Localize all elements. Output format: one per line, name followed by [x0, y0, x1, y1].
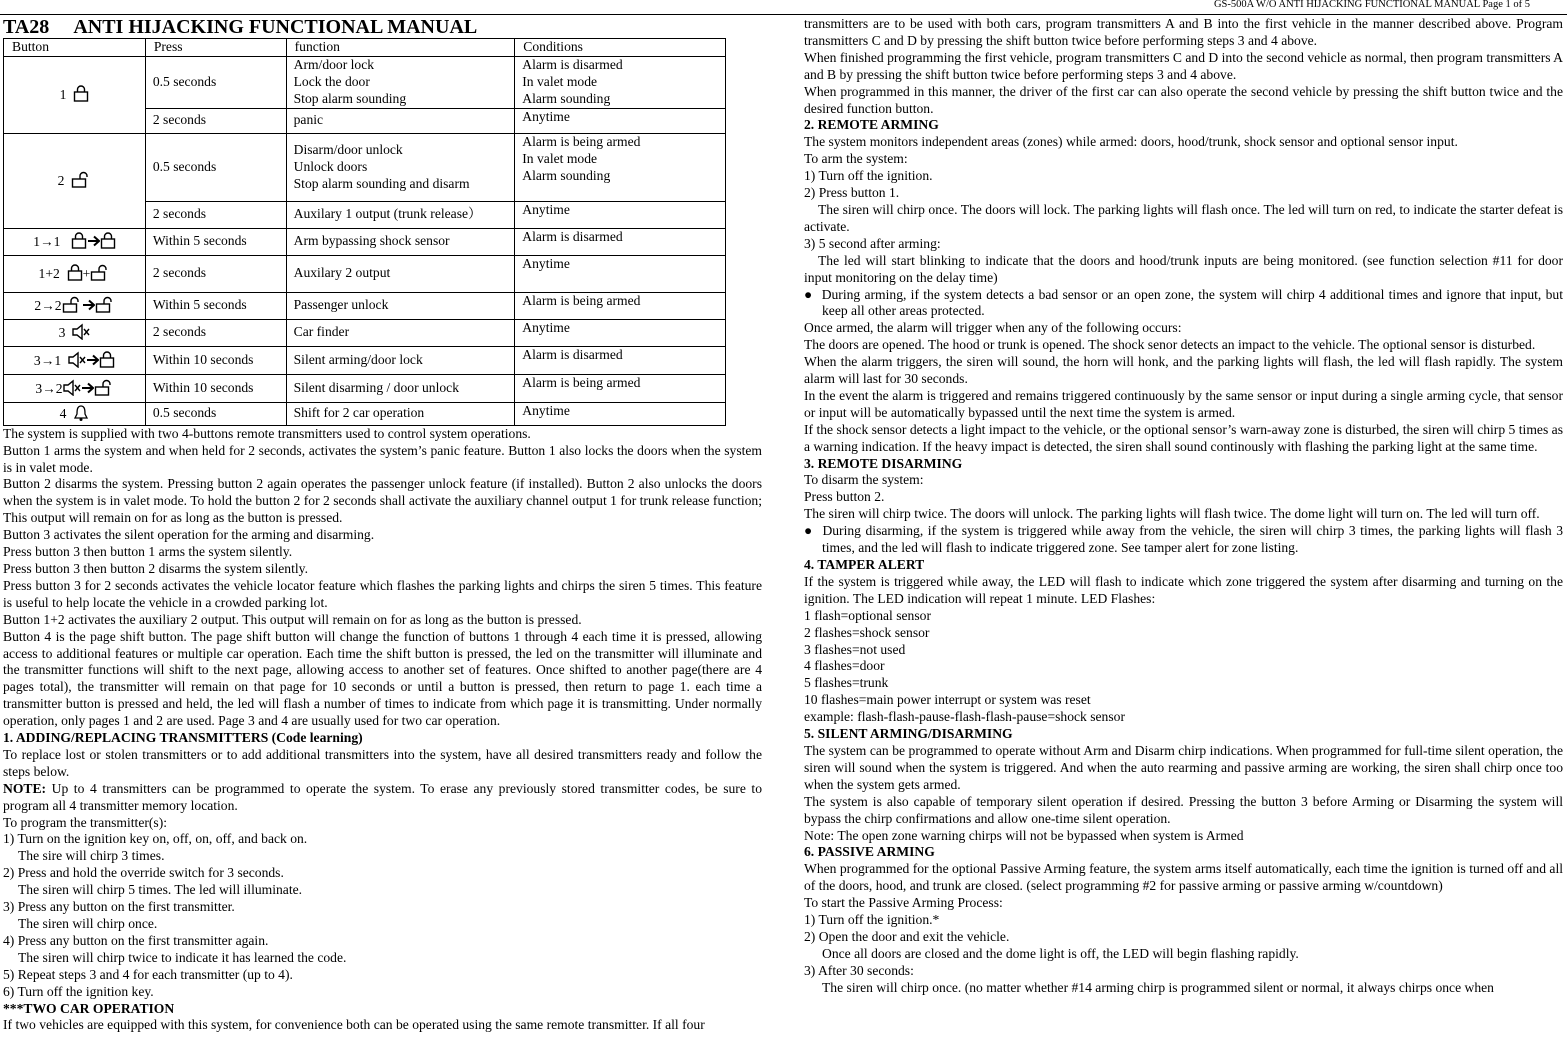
table-row: [4, 255, 726, 292]
document-title: [3, 16, 762, 38]
button-combo: 3→1: [33, 352, 62, 368]
function-cell: panic: [286, 108, 515, 133]
press-cell: 0.5 seconds: [145, 402, 286, 425]
step-detail: The sire will chirp 3 times.: [18, 848, 165, 864]
button-cell: [4, 374, 146, 402]
conditions-cell: Anytime: [515, 108, 726, 133]
page-header-text: GS-500A W/O ANTI HIJACKING FUNCTIONAL MANUAL Page 1 of 5: [1213, 0, 1530, 10]
flash-code: 5 flashes=trunk: [804, 675, 889, 691]
section-heading: 2. REMOTE ARMING: [804, 117, 939, 133]
press-cell: 2 seconds: [145, 319, 286, 346]
press-cell: Within 5 seconds: [145, 292, 286, 319]
table-header: function: [286, 39, 515, 57]
press-cell: 0.5 seconds: [145, 133, 286, 201]
unlock-icon: [90, 264, 110, 281]
bullet-item: [804, 523, 1563, 557]
paragraph: If the shock sensor detects a light impact to the vehicle, or the optional sensor’s warn-away zone is disturbed, the siren will chirp 5 times as a warning indication. If the heavy impact is detected, the siren shall sound continously with flashing the parking light at the same time.: [804, 421, 1563, 454]
paragraph: The system is supplied with two 4-buttons remote transmitters used to control system operations.: [3, 425, 531, 441]
function-line: Arm/door lock: [293, 57, 375, 72]
bullet-text: During disarming, if the system is triggered while away from the vehicle, the siren will chirp 3 times, the parking lights will flash 3 times, and the led will flash to indicate triggered zone. See tamper alert for zone listing.: [822, 523, 1563, 556]
flash-code: example: flash-flash-pause-flash-flash-pause=shock sensor: [804, 709, 1125, 725]
paragraph: transmitters are to be used with both cars, program transmitters A and B into the first vehicle in the manner described above. Program transmitters C and D by pressing the shift button twice before performing steps 3 and 4 above.: [804, 16, 1563, 48]
conditions-cell: Anytime: [515, 201, 726, 228]
section-heading: ***TWO CAR OPERATION: [3, 1000, 175, 1016]
paragraph: If two vehicles are equipped with this system, for convenience both can be operated using the same remote transmitter. If all four: [3, 1017, 705, 1033]
step: 1) Turn on the ignition key on, off, on, off, and back on.: [3, 831, 308, 847]
paragraph: Button 2 disarms the system. Pressing button 2 again operates the passenger unlock feature (if installed). Button 2 also unlocks the doors when the system is in valet mode. To hold the button 2 for 2 seconds shall activate the auxiliary channel output 1 for trunk release function; This output will remain on for as long as the button is pressed.: [3, 476, 762, 526]
paragraph: The siren will chirp twice. The doors will unlock. The parking lights will flash twice. The dome light will turn on. The led will turn off.: [804, 506, 1540, 522]
paragraph: To start the Passive Arming Process:: [804, 895, 1003, 911]
paragraph: To disarm the system:: [804, 472, 924, 488]
button-cell: [4, 402, 146, 425]
conditions-cell: [515, 57, 726, 109]
paragraph: When programmed for the optional Passive Arming feature, the system arms itself automatically, each time the ignition is turned off and all of the doors, hood, and trunk are closed. (select programming #2 for passive arming or passive arming w/countdown): [804, 861, 1563, 894]
lock-icon: [100, 232, 116, 249]
button-cell: [4, 346, 146, 374]
press-cell: Within 10 seconds: [145, 346, 286, 374]
mute-icon: [68, 351, 86, 368]
step: 3) Press any button on the first transmitter.: [3, 899, 235, 915]
conditions-cell: Anytime: [515, 402, 726, 425]
table-row: [4, 374, 726, 402]
left-column: [3, 16, 762, 1034]
step-detail: The siren will chirp 5 times. The led will illuminate.: [18, 882, 303, 898]
function-cell: Silent arming/door lock: [286, 346, 515, 374]
bullet-icon: ●: [804, 523, 823, 539]
condition-line: Alarm sounding: [522, 90, 611, 106]
paragraph: Button 4 is the page shift button. The page shift button will change the function of buttons 1 through 4 each time it is pressed, allowing access to additional features or multiple car operation. Each time the shift button is pressed, the led on the transmitter will illuminate and the transmitter functions will shift to the next page, allowing access to another set of features. Once shifted to another page(there are 4 pages total), the transmitter will remain on that page for 10 seconds or until a button is pressed, then return to page 1. each time a transmitter button is pressed and held, the led will flash a number of times to indicate from which page it is transmitting. Under normally operation, only pages 1 and 2 are used. Page 3 and 4 are usually used for two car operation.: [3, 628, 762, 729]
press-cell: 2 seconds: [145, 201, 286, 228]
bullet-item: [804, 287, 1563, 321]
paragraph: Press button 2.: [804, 489, 885, 505]
bullet-icon: ●: [804, 286, 822, 302]
button-combo: 2→2: [34, 298, 62, 314]
title-text: ANTI HIJACKING FUNCTIONAL MANUAL: [73, 16, 478, 38]
conditions-cell: Alarm is being armed: [515, 374, 726, 402]
table-row: [4, 402, 726, 425]
function-line: Stop alarm sounding and disarm: [293, 175, 470, 191]
note-label: NOTE:: [3, 780, 47, 796]
step-detail: The led will start blinking to indicate that the doors and hood/trunk inputs are being monitored. (see function selection #11 for door input monitoring on the delay time): [804, 252, 1563, 285]
paragraph: Button 1+2 activates the auxiliary 2 output. This output will remain on for as long as the button is pressed.: [3, 611, 582, 627]
paragraph: Button 3 activates the silent operation for the arming and disarming.: [3, 527, 375, 543]
unlock-icon: [62, 296, 82, 313]
condition-line: In valet mode: [522, 150, 598, 166]
section-heading: 6. PASSIVE ARMING: [804, 844, 935, 860]
paragraph: The doors are opened. The hood or trunk is opened. The shock senor detects an impact to the vehicle. The optional sensor is disturbed.: [804, 337, 1536, 353]
function-cell: Silent disarming / door unlock: [286, 374, 515, 402]
flash-code: 2 flashes=shock sensor: [804, 624, 930, 640]
unlock-icon: [95, 296, 115, 313]
button-cell: [4, 292, 146, 319]
press-cell: 0.5 seconds: [145, 57, 286, 109]
unlock-icon: [94, 379, 114, 396]
paragraph: Press button 3 then button 1 arms the system silently.: [3, 544, 293, 560]
paragraph: The system monitors independent areas (zones) while armed: doors, hood/trunk, shock sensor and optional sensor input.: [804, 134, 1458, 150]
press-cell: Within 5 seconds: [145, 228, 286, 255]
flash-code: 10 flashes=main power interrupt or system was reset: [804, 692, 1091, 708]
step-detail: The siren will chirp twice to indicate it has learned the code.: [18, 949, 347, 965]
function-cell: Arm bypassing shock sensor: [286, 228, 515, 255]
condition-line: In valet mode: [522, 73, 598, 89]
step: 2) Press button 1.: [804, 185, 900, 201]
button-number: 2: [57, 173, 65, 189]
press-cell: Within 10 seconds: [145, 374, 286, 402]
paragraph: Press button 3 for 2 seconds activates the vehicle locator feature which flashes the parking lights and chirps the siren 5 times. This feature is useful to help locate the vehicle in a crowded parking lot.: [3, 577, 762, 610]
function-line: Stop alarm sounding: [293, 90, 407, 106]
paragraph: To program the transmitter(s):: [3, 814, 168, 830]
step: 1) Turn off the ignition.: [804, 168, 933, 184]
step-detail: The siren will chirp once.: [18, 916, 158, 931]
button-cell: [4, 228, 146, 255]
table-row: [4, 57, 726, 109]
note-paragraph: [3, 781, 762, 815]
title-code: TA28: [3, 16, 50, 38]
unlock-icon: [71, 171, 91, 188]
note-text: Up to 4 transmitters can be programmed to operate the system. To erase any previously stored transmitter codes, be sure to program all 4 transmitter memory location.: [3, 780, 762, 813]
right-column: [804, 16, 1563, 997]
section-heading: 4. TAMPER ALERT: [804, 557, 925, 572]
condition-line: Alarm sounding: [522, 167, 611, 183]
button-combo: 1→1: [33, 234, 61, 250]
lock-icon: [73, 85, 89, 102]
mute-icon: [72, 323, 90, 340]
button-number: 4: [59, 406, 67, 422]
paragraph: The system is also capable of temporary silent operation if desired. Pressing the button 3 before Arming or Disarming the system will bypass the chirp confirmations and allow one-time silent operation.: [804, 793, 1563, 826]
section-heading: 1. ADDING/REPLACING TRANSMITTERS (Code learning): [3, 730, 363, 746]
table-row: [4, 228, 726, 255]
conditions-cell: Anytime: [515, 255, 726, 292]
button-combo: 1+2: [38, 266, 60, 282]
table-row: [4, 133, 726, 201]
conditions-cell: Alarm is disarmed: [515, 228, 726, 255]
paragraph: If the system is triggered while away, the LED will flash to indicate which zone triggered the system after disarming and turning on the ignition. The LED indication will repeat 1 minute. LED Flashes:: [804, 573, 1563, 606]
button-combo: 3→2: [35, 380, 63, 396]
function-cell: Auxilary 1 output (trunk release）: [286, 201, 515, 228]
step: 6) Turn off the ignition key.: [3, 983, 154, 999]
step: 4) Press any button on the first transmitter again.: [3, 932, 269, 948]
table-row: [4, 319, 726, 346]
step: 2) Press and hold the override switch for 3 seconds.: [3, 865, 284, 881]
step: 3) 5 second after arming:: [804, 235, 941, 251]
table-header: Press: [145, 39, 286, 57]
paragraph: In the event the alarm is triggered and remains triggered continuously by the same sensor or input during a single arming cycle, that sensor or input will be automatically bypassed until the next time the system is armed.: [804, 387, 1563, 420]
table-row: [4, 346, 726, 374]
arrow-icon: [87, 232, 100, 249]
arrow-icon: [81, 379, 94, 396]
arrow-icon: [82, 296, 95, 313]
button-cell: [4, 57, 146, 134]
lock-icon: [67, 264, 83, 281]
paragraph: When finished programming the first vehicle, program transmitters C and D into the second vehicle as normal, then program transmitters A and B by pressing the shift button twice before performing steps 3 and 4 above.: [804, 49, 1563, 82]
paragraph: When the alarm triggers, the siren will sound, the horn will honk, and the parking lights will flash, the led will flash rapidly. The system alarm will last for 30 seconds.: [804, 354, 1563, 387]
paragraph: To replace lost or stolen transmitters or to add additional transmitters into the system, have all desired transmitters ready and follow the steps below.: [3, 746, 762, 779]
bullet-text: During arming, if the system detects a bad sensor or an open zone, the system will chirp 4 additional times and ignore that input, but keep all other areas protected.: [821, 286, 1563, 319]
function-cell: [286, 133, 515, 201]
button-number: 3: [58, 325, 66, 341]
function-cell: Passenger unlock: [286, 292, 515, 319]
paragraph: Press button 3 then button 2 disarms the system silently.: [3, 560, 308, 576]
button-number: 1: [59, 87, 67, 103]
conditions-cell: [515, 133, 726, 201]
arrow-icon: [86, 351, 99, 368]
condition-line: Alarm is being armed: [522, 133, 641, 149]
function-line: Disarm/door unlock: [293, 141, 403, 157]
function-line: Unlock doors: [293, 158, 368, 174]
button-cell: [4, 133, 146, 228]
conditions-cell: Alarm is disarmed: [515, 346, 726, 374]
step: 3) After 30 seconds:: [804, 962, 914, 978]
section-heading: 5. SILENT ARMING/DISARMING: [804, 726, 1013, 742]
function-cell: Car finder: [286, 319, 515, 346]
step-detail: The siren will chirp once. (no matter whether #14 arming chirp is programmed silent or normal, it always chirps once when: [822, 979, 1494, 995]
button-function-table: [3, 38, 726, 426]
table-row: [4, 292, 726, 319]
condition-line: Alarm is disarmed: [522, 57, 623, 72]
press-cell: 2 seconds: [145, 108, 286, 133]
function-cell: Shift for 2 car operation: [286, 402, 515, 425]
step-detail: Once all doors are closed and the dome light is off, the LED will begin flashing rapidly.: [822, 945, 1299, 961]
paragraph: Once armed, the alarm will trigger when any of the following occurs:: [804, 320, 1182, 336]
paragraph: Note: The open zone warning chirps will not be bypassed when system is Armed: [804, 827, 1244, 843]
function-cell: [286, 57, 515, 109]
page-header: [0, 0, 1567, 15]
conditions-cell: Alarm is being armed: [515, 292, 726, 319]
table-header-row: [4, 39, 726, 57]
button-cell: [4, 319, 146, 346]
paragraph: When programmed in this manner, the driver of the first car can also operate the second vehicle by pressing the shift button twice and the desired function button.: [804, 83, 1563, 116]
paragraph: Button 1 arms the system and when held for 2 seconds, activates the system’s panic feature. Button 1 also locks the doors when the system is in valet mode.: [3, 442, 762, 475]
paragraph: The system can be programmed to operate without Arm and Disarm chirp indications. When programmed for full-time silent operation, the siren will sound when the system is triggered. And when the auto rearming and passive arming are working, the siren shall chirp once too when the system gets armed.: [804, 742, 1563, 792]
table-header: Conditions: [515, 39, 726, 57]
function-cell: Auxilary 2 output: [286, 255, 515, 292]
flash-code: 3 flashes=not used: [804, 641, 906, 657]
mute-icon: [63, 379, 81, 396]
step: 5) Repeat steps 3 and 4 for each transmitter (up to 4).: [3, 966, 293, 982]
paragraph: To arm the system:: [804, 151, 908, 167]
function-line: Lock the door: [293, 73, 370, 89]
step: 1) Turn off the ignition.*: [804, 912, 940, 928]
lock-icon: [99, 351, 115, 368]
flash-code: 4 flashes=door: [804, 658, 885, 674]
table-header: Button: [4, 39, 146, 57]
press-cell: 2 seconds: [145, 255, 286, 292]
step: 2) Open the door and exit the vehicle.: [804, 928, 1010, 944]
section-heading: 3. REMOTE DISARMING: [804, 455, 963, 471]
bell-icon: [73, 404, 89, 421]
button-cell: 1+2 +: [4, 255, 146, 292]
flash-code: 1 flash=optional sensor: [804, 607, 931, 623]
step-detail: The siren will chirp once. The doors will lock. The parking lights will flash once. The led will turn on red, to indicate the starter defeat is activate.: [804, 201, 1563, 234]
conditions-cell: Anytime: [515, 319, 726, 346]
lock-icon: [71, 232, 87, 249]
